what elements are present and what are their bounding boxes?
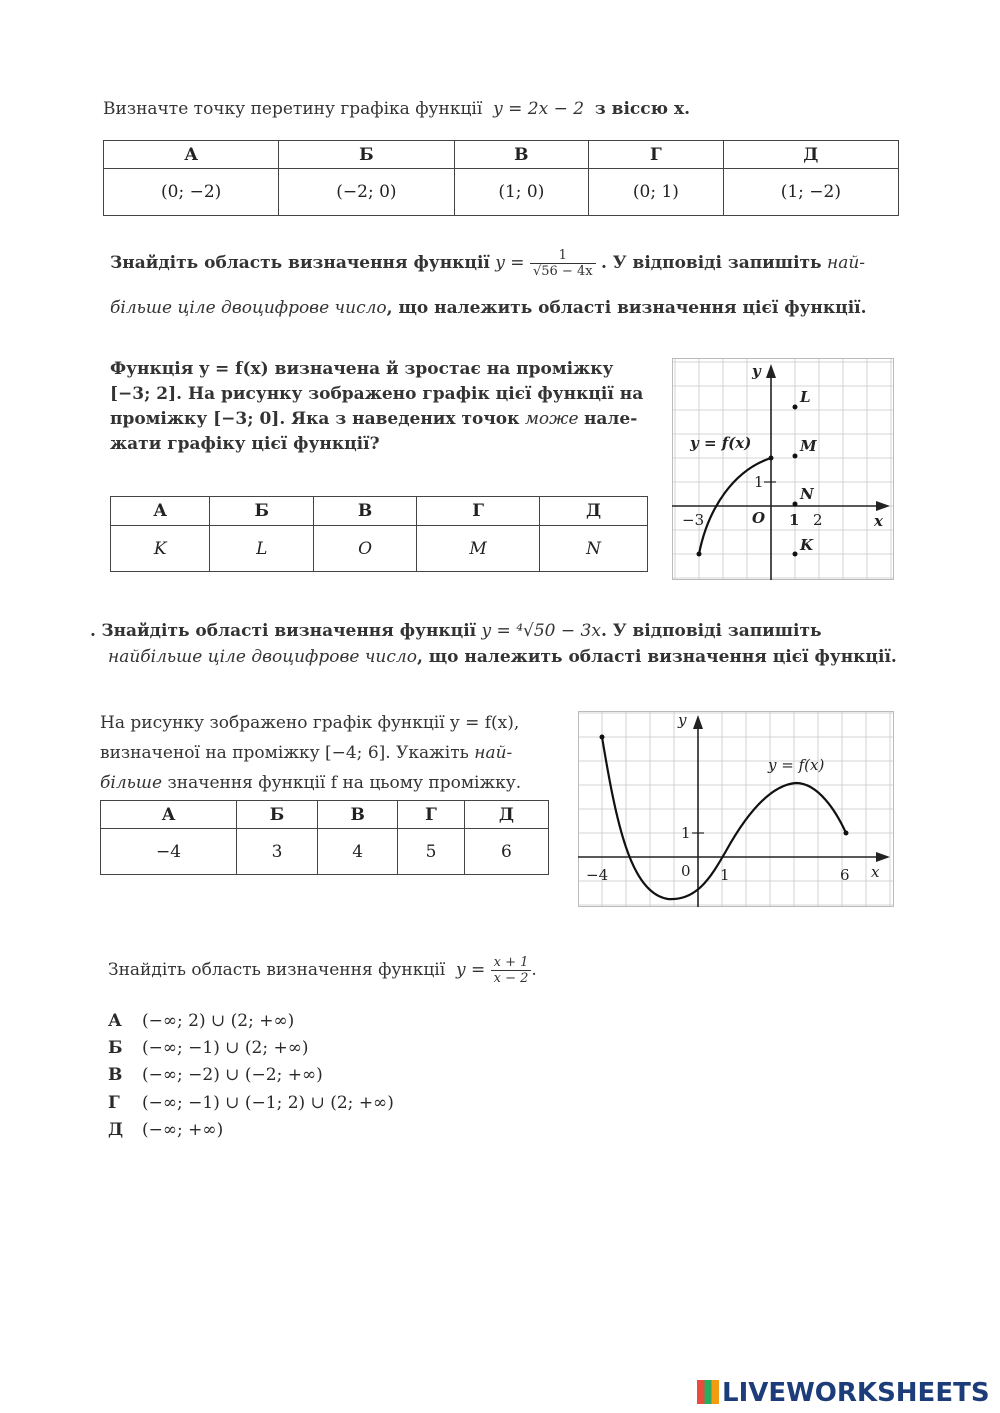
q3-text	[110, 357, 650, 457]
q6-frac-num: x + 1	[491, 955, 532, 971]
q3-tick-y1: 1	[754, 473, 764, 491]
q3-tick-1: 1	[789, 511, 800, 529]
q6-text-after: .	[531, 960, 537, 980]
q6-option-v-text: (−∞; −2) ∪ (−2; +∞)	[142, 1065, 323, 1085]
q5-line2a: визначеної на проміжку [−4; 6]. Укажіть	[100, 743, 469, 763]
q3-curve-end-point	[769, 456, 774, 461]
q3-line4: жати графіку цієї функції?	[110, 434, 380, 454]
q2-text-before: Знайдіть область визначення функції	[110, 253, 490, 273]
q5-origin-label: 0	[681, 862, 691, 880]
q6-option-v-letter: В	[108, 1065, 123, 1085]
q3-label-k: K	[800, 536, 814, 554]
q5-tick-6: 6	[840, 866, 850, 884]
q4-text-end: , що належить області визначення цієї функції.	[416, 647, 897, 667]
q3-header-g: Г	[416, 497, 539, 526]
q1-value-a[interactable]: (0; −2)	[104, 169, 279, 216]
q2-frac-num: 1	[530, 248, 596, 264]
q5-value-v[interactable]: 4	[318, 829, 398, 875]
q3-header-a: А	[111, 497, 210, 526]
q3-label-n: N	[800, 485, 814, 503]
q3-header-b: Б	[210, 497, 314, 526]
q6-fraction	[491, 955, 532, 986]
q5-line3-italic: більше	[100, 773, 163, 793]
q5-axis-y-label: y	[678, 711, 687, 729]
q3-value-a[interactable]: K	[111, 526, 210, 572]
q5-y-arrow	[693, 715, 703, 729]
q1-value-g[interactable]: (0; 1)	[589, 169, 724, 216]
q6-option-b-letter: Б	[108, 1038, 123, 1058]
q2-y-eq: y =	[495, 253, 525, 273]
q6-option-d-text: (−∞; +∞)	[142, 1120, 224, 1140]
q2-fraction	[530, 248, 596, 279]
q5-text	[100, 708, 570, 798]
q5-x-arrow	[876, 852, 890, 862]
q3-line3b: нале-	[583, 409, 638, 429]
q6-option-b[interactable]	[108, 1035, 309, 1062]
q3-line1: Функція y = f(x) визначена й зростає на проміжку	[110, 359, 614, 379]
q3-header-d: Д	[540, 497, 648, 526]
q4-text-before: Знайдіть області визначення функції	[101, 621, 477, 641]
q3-label-m: M	[800, 437, 817, 455]
q2-frac-den: √56 − 4x	[532, 264, 593, 279]
q3-value-d[interactable]: N	[540, 526, 648, 572]
q5-value-a[interactable]: −4	[101, 829, 237, 875]
q6-frac-den: x − 2	[493, 971, 529, 986]
q3-axis-x-label: x	[874, 512, 883, 530]
q5-tick-neg4: −4	[586, 866, 609, 884]
q6-option-d-letter: Д	[108, 1120, 124, 1140]
q6-option-d[interactable]	[108, 1117, 223, 1144]
q5-graph	[578, 711, 894, 907]
q1-header-a: А	[104, 141, 279, 169]
q1-value-d[interactable]: (1; −2)	[723, 169, 898, 216]
q3-graph	[672, 358, 894, 580]
liveworksheets-logo-icon	[697, 1380, 719, 1404]
q2-text-after: . У відповіді запишіть	[600, 253, 822, 273]
q6-option-a-letter: А	[108, 1011, 122, 1031]
q1-answer-table	[103, 140, 899, 216]
q1-header-g: Г	[589, 141, 724, 169]
q5-line1: На рисунку зображено графік функції y = f(x),	[100, 713, 520, 733]
q5-tick-1: 1	[720, 866, 730, 884]
q3-value-b[interactable]: L	[210, 526, 314, 572]
q6-option-g-letter: Г	[108, 1093, 120, 1113]
q3-axis-y-label: y	[752, 362, 761, 380]
q5-value-b[interactable]: 3	[237, 829, 318, 875]
q4-italic: найбільше ціле двоцифрове число	[108, 647, 417, 667]
q2-text	[110, 245, 890, 281]
q5-value-g[interactable]: 5	[398, 829, 465, 875]
q3-tick-2: 2	[813, 511, 823, 529]
q2-italic-2: більше ціле двоцифрове число	[110, 298, 387, 318]
q3-point-k	[793, 552, 798, 557]
q3-grid	[672, 358, 894, 580]
q5-axis-x-label: x	[871, 863, 880, 881]
q3-value-v[interactable]: O	[314, 526, 417, 572]
q1-text	[103, 97, 690, 122]
q3-answer-table	[110, 496, 648, 572]
q3-point-n	[793, 502, 798, 507]
q1-text-after: з віссю x.	[594, 99, 691, 119]
q5-tick-y1: 1	[681, 824, 691, 842]
q3-tick-neg3: −3	[682, 511, 705, 529]
q3-label-l: L	[800, 388, 811, 406]
q6-option-g-text: (−∞; −1) ∪ (−1; 2) ∪ (2; +∞)	[142, 1093, 394, 1113]
q3-point-m	[793, 454, 798, 459]
q3-x-arrow	[876, 501, 890, 511]
q4-prefix: .	[90, 621, 96, 641]
q4-text	[90, 619, 890, 644]
q3-origin-label: O	[752, 509, 766, 527]
q3-line3a: проміжку [−3; 0]. Яка з наведених точок	[110, 409, 520, 429]
q3-line3-italic: може	[524, 409, 579, 429]
q5-header-g: Г	[398, 801, 465, 829]
q6-option-a[interactable]	[108, 1008, 294, 1035]
q6-text	[108, 952, 537, 988]
q3-header-v: В	[314, 497, 417, 526]
q1-text-before: Визначте точку перетину графіка функції	[103, 99, 483, 119]
q5-curve-start-point	[600, 735, 605, 740]
liveworksheets-logo[interactable]	[697, 1378, 990, 1408]
q5-line2-italic: най-	[474, 743, 513, 763]
q1-value-v[interactable]: (1; 0)	[454, 169, 589, 216]
q5-header-d: Д	[464, 801, 548, 829]
q2-text-end: , що належить області визначення цієї функції.	[386, 298, 867, 318]
q3-curve-start-point	[697, 552, 702, 557]
q4-text-after: . У відповіді запишіть	[600, 621, 822, 641]
q5-line3b: значення функції f на цьому проміжку.	[167, 773, 522, 793]
q1-header-d: Д	[723, 141, 898, 169]
q5-header-a: А	[101, 801, 237, 829]
q6-option-a-text: (−∞; 2) ∪ (2; +∞)	[142, 1011, 295, 1031]
liveworksheets-logo-text: LIVEWORKSHEETS	[722, 1378, 990, 1408]
q1-value-b[interactable]: (−2; 0)	[279, 169, 454, 216]
q5-header-v: В	[318, 801, 398, 829]
q3-point-l	[793, 405, 798, 410]
q3-func-label: y = f(x)	[690, 434, 752, 452]
q3-value-g[interactable]: M	[416, 526, 539, 572]
q5-answer-table	[100, 800, 549, 875]
q1-header-v: В	[454, 141, 589, 169]
q3-line2: [−3; 2]. На рисунку зображено графік цієї функції на	[110, 384, 644, 404]
q1-header-b: Б	[279, 141, 454, 169]
q5-header-b: Б	[237, 801, 318, 829]
q2-text-line2	[110, 296, 867, 321]
q4-formula: y = ⁴√50 − 3x	[481, 621, 601, 641]
q6-y-eq: y =	[455, 960, 486, 980]
q5-value-d[interactable]: 6	[464, 829, 548, 875]
q1-formula: y = 2x − 2	[493, 99, 585, 119]
q6-option-b-text: (−∞; −1) ∪ (2; +∞)	[142, 1038, 309, 1058]
q3-y-arrow	[766, 364, 776, 378]
q2-italic-1: най-	[827, 253, 866, 273]
q4-text-line2	[108, 645, 897, 670]
q6-option-g[interactable]	[108, 1090, 394, 1117]
q5-curve-end-point	[844, 831, 849, 836]
q6-option-v[interactable]	[108, 1062, 323, 1089]
q6-text-before: Знайдіть область визначення функції	[108, 960, 446, 980]
q5-func-label: y = f(x)	[768, 756, 825, 774]
